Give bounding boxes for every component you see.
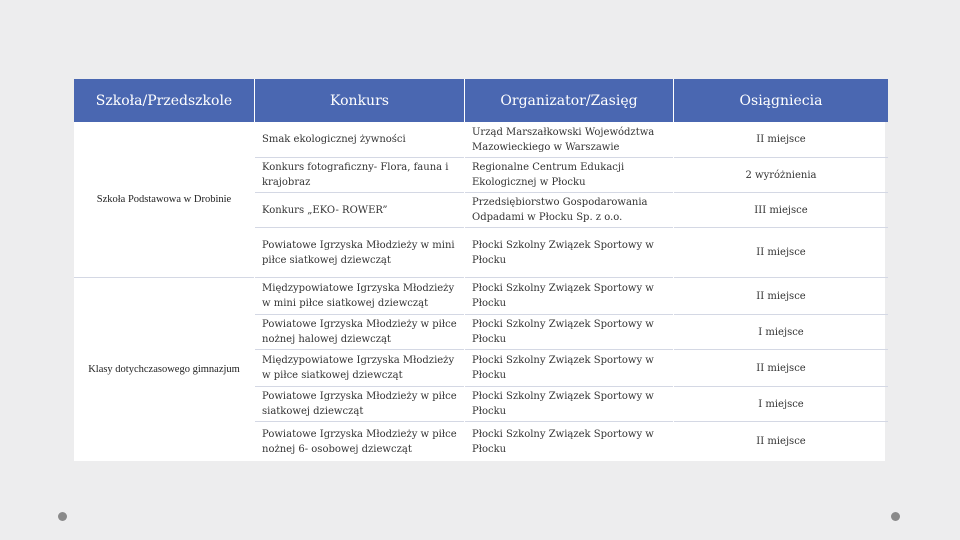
table-cell-achievement: 2 wyróżnienia <box>674 158 888 193</box>
table-cell-contest: Smak ekologicznej żywności <box>255 122 464 158</box>
table-cell-organizer: Płocki Szkolny Związek Sportowy w Płocku <box>465 278 673 315</box>
table-cell-contest: Powiatowe Igrzyska Młodzieży w piłce nożnej 6- osobowej dziewcząt <box>262 428 457 455</box>
table-cell-organizer: Przedsiębiorstwo Gospodarowania Odpadami w Płocku Sp. z o.o. <box>465 193 673 228</box>
school-primary: Szkoła Podstawowa w Drobinie <box>74 122 254 278</box>
achievements-table <box>74 79 885 461</box>
header-achievement: Osiągniecia <box>674 79 888 122</box>
table-cell-contest: Konkurs fotograficzny- Flora, fauna i krajobraz <box>255 158 464 193</box>
header-contest: Konkurs <box>255 79 464 122</box>
table-cell-contest: Międzypowiatowe Igrzyska Młodzieży w piłce siatkowej dziewcząt <box>255 350 464 387</box>
table-cell-achievement: I miejsce <box>674 315 888 350</box>
table-cell-achievement: II miejsce <box>756 436 806 447</box>
table-cell-achievement: II miejsce <box>674 278 888 315</box>
table-cell-achievement: I miejsce <box>674 387 888 422</box>
header-school: Szkoła/Przedszkole <box>74 79 254 122</box>
table-cell-contest: Konkurs „EKO- ROWER” <box>255 193 464 228</box>
school-gymnasium: Klasy dotychczasowego gimnazjum <box>88 363 240 375</box>
table-cell-organizer: Urząd Marszałkowski Województwa Mazowieckiego w Warszawie <box>465 122 673 158</box>
table-cell-organizer: Płocki Szkolny Związek Sportowy w Płocku <box>465 350 673 387</box>
table-cell-achievement: II miejsce <box>674 350 888 387</box>
table-cell-contest: Powiatowe Igrzyska Młodzieży w piłce siatkowej dziewcząt <box>255 387 464 422</box>
table-cell-achievement: II miejsce <box>674 228 888 278</box>
table-cell-organizer: Płocki Szkolny Związek Sportowy w Płocku <box>465 315 673 350</box>
table-cell-organizer: Płocki Szkolny Związek Sportowy w Płocku <box>465 228 673 278</box>
table-cell-achievement: II miejsce <box>674 122 888 158</box>
table-grid <box>74 79 885 461</box>
table-cell-contest: Powiatowe Igrzyska Młodzieży w mini piłce siatkowej dziewcząt <box>255 228 464 278</box>
header-organizer: Organizator/Zasięg <box>465 79 673 122</box>
table-cell-achievement: III miejsce <box>674 193 888 228</box>
table-cell-organizer: Regionalne Centrum Edukacji Ekologicznej w Płocku <box>465 158 673 193</box>
table-cell-organizer: Płocki Szkolny Związek Sportowy w Płocku <box>472 428 654 455</box>
table-cell-contest: Międzypowiatowe Igrzyska Młodzieży w mini piłce siatkowej dziewcząt <box>255 278 464 315</box>
table-cell-contest: Powiatowe Igrzyska Młodzieży w piłce nożnej halowej dziewcząt <box>255 315 464 350</box>
slide-dot-left <box>58 512 67 521</box>
slide-dot-right <box>891 512 900 521</box>
table-cell-organizer: Płocki Szkolny Związek Sportowy w Płocku <box>465 387 673 422</box>
